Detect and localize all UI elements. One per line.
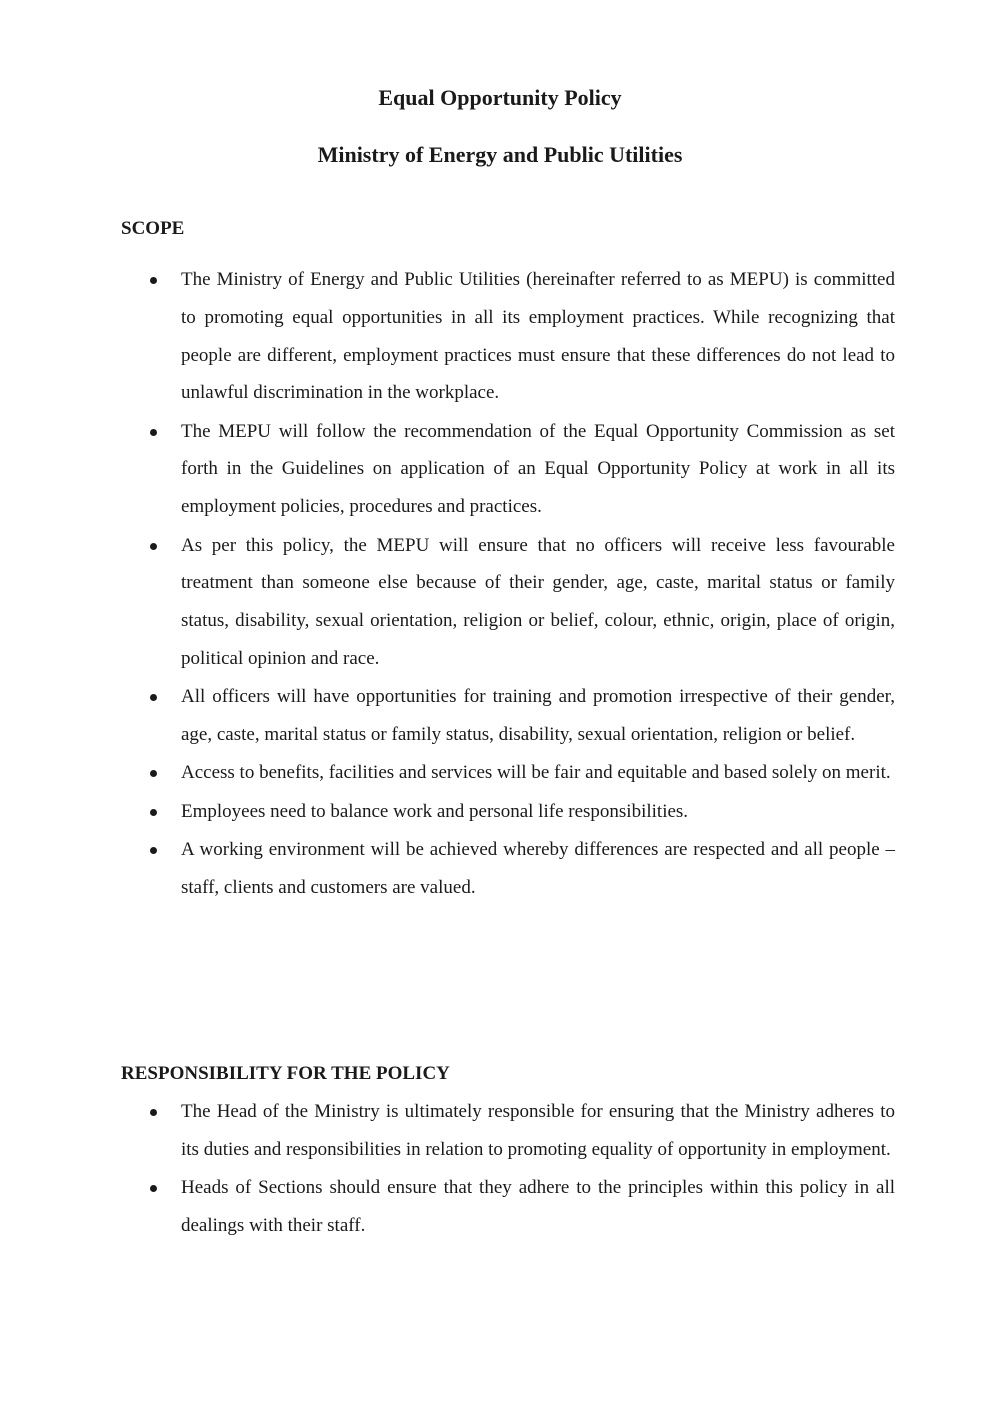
scope-item (148, 793, 895, 831)
responsibility-item-text: The Head of the Ministry is ultimately responsible for ensuring that the Ministry adheres to its duties and responsibilities in relation to promoting equality of opportunity in employment. (181, 1101, 895, 1160)
responsibility-item (148, 1169, 895, 1245)
scope-item (148, 678, 895, 754)
scope-item (148, 831, 895, 907)
bullet-icon (150, 770, 157, 777)
scope-item (148, 261, 895, 412)
scope-item (148, 413, 895, 526)
scope-item (148, 527, 895, 678)
responsibility-heading: RESPONSIBILITY FOR THE POLICY (121, 1063, 450, 1084)
document-title: Equal Opportunity Policy (378, 85, 622, 110)
scope-item-text: All officers will have opportunities for training and promotion irrespective of their gender, age, caste, marital status or family status, disability, sexual orientation, religion or belief. (181, 686, 895, 746)
bullet-icon (150, 1109, 157, 1116)
scope-item-text: The Ministry of Energy and Public Utilities (hereinafter referred to as MEPU) is committed to promoting equal opportunities in all its employment practices. While recognizing that people are different, employment practices must ensure that these differences do not lead to unlawful discrimination in the workplace. (181, 269, 895, 404)
bullet-icon (150, 694, 157, 701)
scope-item-text: Access to benefits, facilities and services will be fair and equitable and based solely on merit. (181, 762, 891, 784)
bullet-icon (150, 809, 157, 816)
responsibility-list (148, 1093, 895, 1245)
scope-list (148, 261, 895, 907)
scope-item-text: The MEPU will follow the recommendation of the Equal Opportunity Commission as set forth in the Guidelines on application of an Equal Opportunity Policy at work in all its employment policies, procedures and practices. (181, 420, 895, 518)
scope-item (148, 754, 895, 792)
bullet-icon (150, 429, 157, 436)
scope-heading: SCOPE (121, 218, 185, 239)
bullet-icon (150, 543, 157, 550)
responsibility-item-text: Heads of Sections should ensure that they adhere to the principles within this policy in all dealings with their staff. (181, 1177, 895, 1236)
bullet-icon (150, 1185, 157, 1192)
scope-item-text: As per this policy, the MEPU will ensure that no officers will receive less favourable treatment than someone else because of their gender, age, caste, marital status or family status, disability, sexual orientation, religion or belief, colour, ethnic, origin, place of origin, political opinion and race. (181, 534, 895, 669)
bullet-icon (150, 847, 157, 854)
scope-item-text: Employees need to balance work and personal life responsibilities. (181, 800, 689, 822)
responsibility-item (148, 1093, 895, 1169)
bullet-icon (150, 277, 157, 284)
scope-item-text: A working environment will be achieved whereby differences are respected and all people – staff, clients and customers are valued. (181, 838, 895, 898)
document-subtitle: Ministry of Energy and Public Utilities (317, 142, 683, 167)
